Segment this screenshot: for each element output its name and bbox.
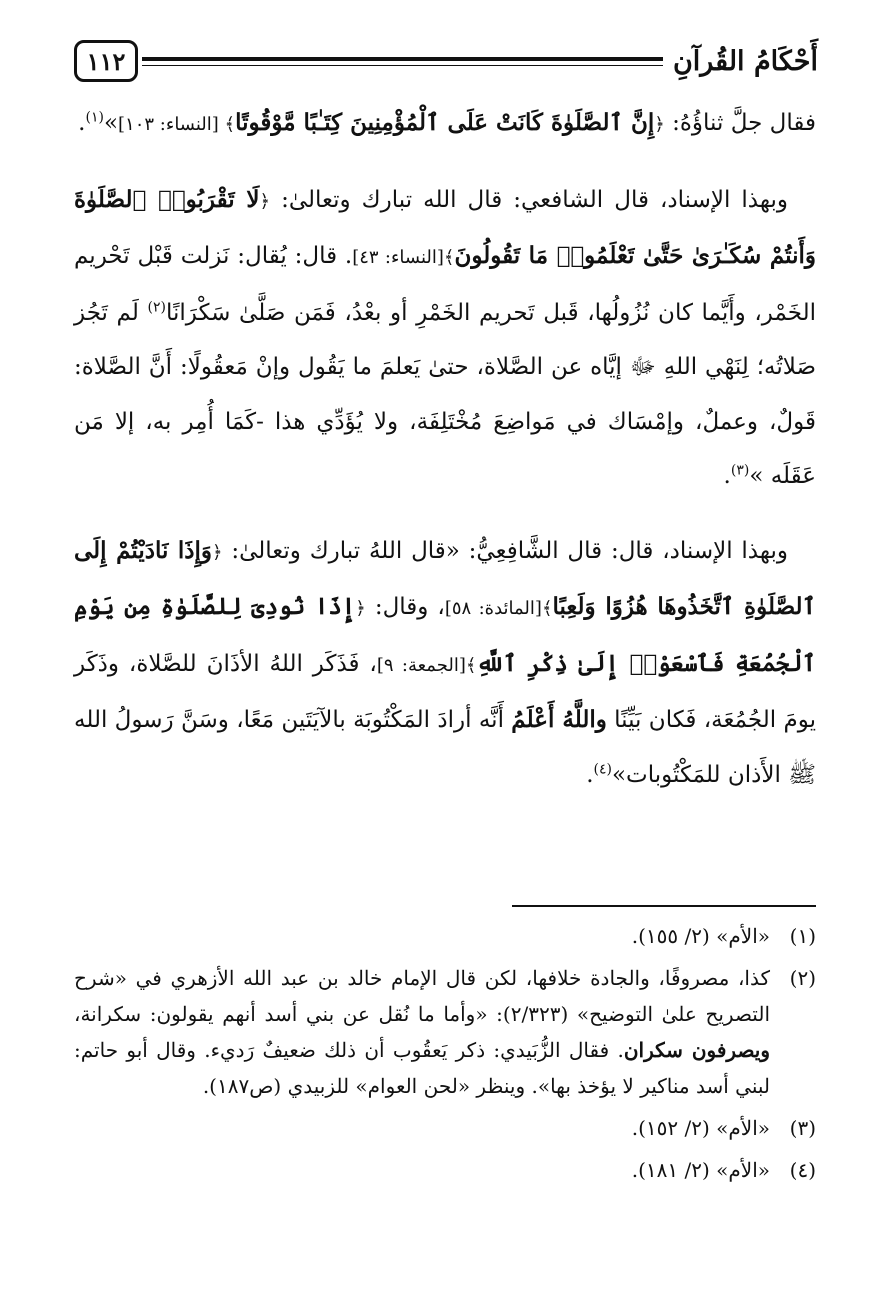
- verse-ornament-close: ﴾: [224, 114, 236, 135]
- footnote-number: (٢): [789, 966, 816, 990]
- footnotes: [74, 918, 816, 1194]
- footnote-ref[interactable]: (٢): [147, 298, 166, 315]
- footnote-3: (٣)«الأم» (٢/ ١٥٢).: [74, 1110, 816, 1146]
- footnote-separator: [512, 905, 816, 907]
- footnote-2: (٢)كذا، مصروفًا، والجادة خلافها، لكن قال الإمام خالد بن عبد الله الأزهري في «شرح التصريح علىٰ التوضيح» (٢/٣٢٣): «وأما ما نُقل عن بني أسد أنهم يقولون: سكرانة، ويصرفون سكران. فقال الزُّبَيدي: ذكر يَعقُوب أن ذلك ضعيفٌ رَديء. وقال أبو حاتم: لبني أسد مناكير لا يؤخذ بها». وينظر «لحن العوام» للزبيدي (ص١٨٧).: [74, 960, 816, 1104]
- quran-verse: إِنَّ ٱلصَّلَوٰةَ كَانَتْ عَلَى ٱلْمُؤْمِنِينَ كِتَـٰبًا مَّوْقُوتًا: [235, 109, 655, 136]
- footnote-number: (١): [789, 924, 816, 948]
- quran-verse: وَإِذَا نَادَيْتُمْ إِلَى ٱلصَّلَوٰةِ ٱتَّخَذُوهَا هُزُوًا وَلَعِبًا: [74, 536, 817, 620]
- footnote-ref[interactable]: (١): [85, 109, 104, 126]
- quran-verse: لَا تَقْرَبُوا۟ ٱلصَّلَوٰةَ وَأَنتُمْ سُكَـٰرَىٰ حَتَّىٰ تَعْلَمُوا۟ مَا تَقُولُونَ: [74, 185, 816, 269]
- paragraph-3: وبهذا الإسناد، قال: قال الشَّافِعِيُّ: «قال اللهُ تبارك وتعالىٰ: ﴿وَإِذَا نَادَيْتُمْ إِلَى ٱلصَّلَوٰةِ ٱتَّخَذُوهَا هُزُوًا وَلَعِبًا﴾[المائدة: ٥٨]، وقال: ﴿إِذَا نُودِىَ لِلصَّلَوٰةِ مِن يَوْمِ ٱلْجُمُعَةِ فَٱسْعَوْا۟ إِلَىٰ ذِكْرِ ٱللَّهِ﴾[الجمعة: ٩]، فَذَكَر اللهُ الأذَانَ للصَّلاة، وذَكَر يومَ الجُمُعَة، فَكان بَيِّنًا واللَّهُ أَعْلَمُ أَنَّه أرادَ المَكْتُوبَة بالآيَتَين مَعًا، وسَنَّ رَسولُ الله ﷺ الأَذان للمَكْتُوبات»$^{(٤)}$.: [74, 536, 817, 788]
- verse-ornament-open: ﴿: [654, 114, 665, 135]
- page-header: [74, 28, 818, 94]
- verse-ornament-close: ﴾: [443, 247, 455, 268]
- bold-phrase: واللَّهُ أَعْلَمُ: [511, 706, 607, 733]
- footnote-ref[interactable]: (٣): [730, 462, 750, 479]
- footnote-1: (١)«الأم» (٢/ ١٥٥).: [74, 918, 816, 954]
- book-title: أَحْكَامُ القُرآنِ: [672, 45, 818, 77]
- paragraph-2: وبهذا الإسناد، قال الشافعي: قال الله تبارك وتعالىٰ: ﴿لَا تَقْرَبُوا۟ ٱلصَّلَوٰةَ وَأَنتُمْ سُكَـٰرَىٰ حَتَّىٰ تَعْلَمُوا۟ مَا تَقُولُونَ﴾[النساء: ٤٣]. قال: يُقال: نَزلت قَبْل تَحْريم الخَمْر، وأَيَّما كان نُزُولُها، قَبل تَحريم الخَمْرِ أو بعْدُ، فَمَن صَلَّىٰ سَكْرَانًا$^{(٢)}$ لَم تَجُز صَلاتُه؛ لِنَهْي اللهِ ﷻ إيَّاه عن الصَّلاة، حتىٰ يَعلمَ ما يَقُول وإنْ مَعقُولًا: أَنَّ الصَّلاة: قَولٌ، وعملٌ، وإمْسَاك في مَواضِعَ مُخْتَلِفَة، ولا يُؤَدِّي هذا -كَمَا أُمِر به، إلا مَن عَقَلَه »$^{(٣)}$.: [74, 185, 816, 489]
- footnote-ref[interactable]: (٤): [593, 760, 612, 777]
- verse-citation: [النساء: ١٠٣]: [118, 114, 225, 135]
- footnote-4: (٤)«الأم» (٢/ ١٨١).: [74, 1152, 816, 1188]
- verse-citation: [النساء: ٤٣]: [352, 247, 444, 268]
- verse-ornament-close: ﴾: [541, 598, 553, 619]
- verse-ornament-open: ﴿: [355, 598, 366, 619]
- quran-verse: إِذَا نُودِىَ لِلصَّلَوٰةِ مِن يَوْمِ ٱلْجُمُعَةِ فَٱسْعَوْا۟ إِلَىٰ ذِكْرِ ٱللَّهِ: [74, 593, 816, 677]
- page-number: ١١٢: [74, 40, 138, 82]
- verse-ornament-open: ﴿: [212, 541, 223, 563]
- header-rule: [142, 57, 663, 66]
- paragraph-1: فقال جلَّ ثناؤُهُ: ﴿إِنَّ ٱلصَّلَوٰةَ كَانَتْ عَلَى ٱلْمُؤْمِنِينَ كِتَـٰبًا مَّوْقُوتًا﴾ [النساء: ١٠٣]»$^{(١)}$.: [78, 109, 816, 136]
- verse-ornament-open: ﴿: [259, 190, 271, 212]
- main-text: [74, 96, 816, 802]
- footnote-number: (٤): [789, 1158, 816, 1182]
- verse-citation: [المائدة: ٥٨]: [444, 598, 542, 619]
- bold-phrase: ويصرفون سكران: [623, 1038, 771, 1062]
- verse-citation: [الجمعة: ٩]: [376, 654, 466, 676]
- verse-ornament-close: ﴾: [465, 654, 477, 676]
- footnote-number: (٣): [789, 1116, 816, 1140]
